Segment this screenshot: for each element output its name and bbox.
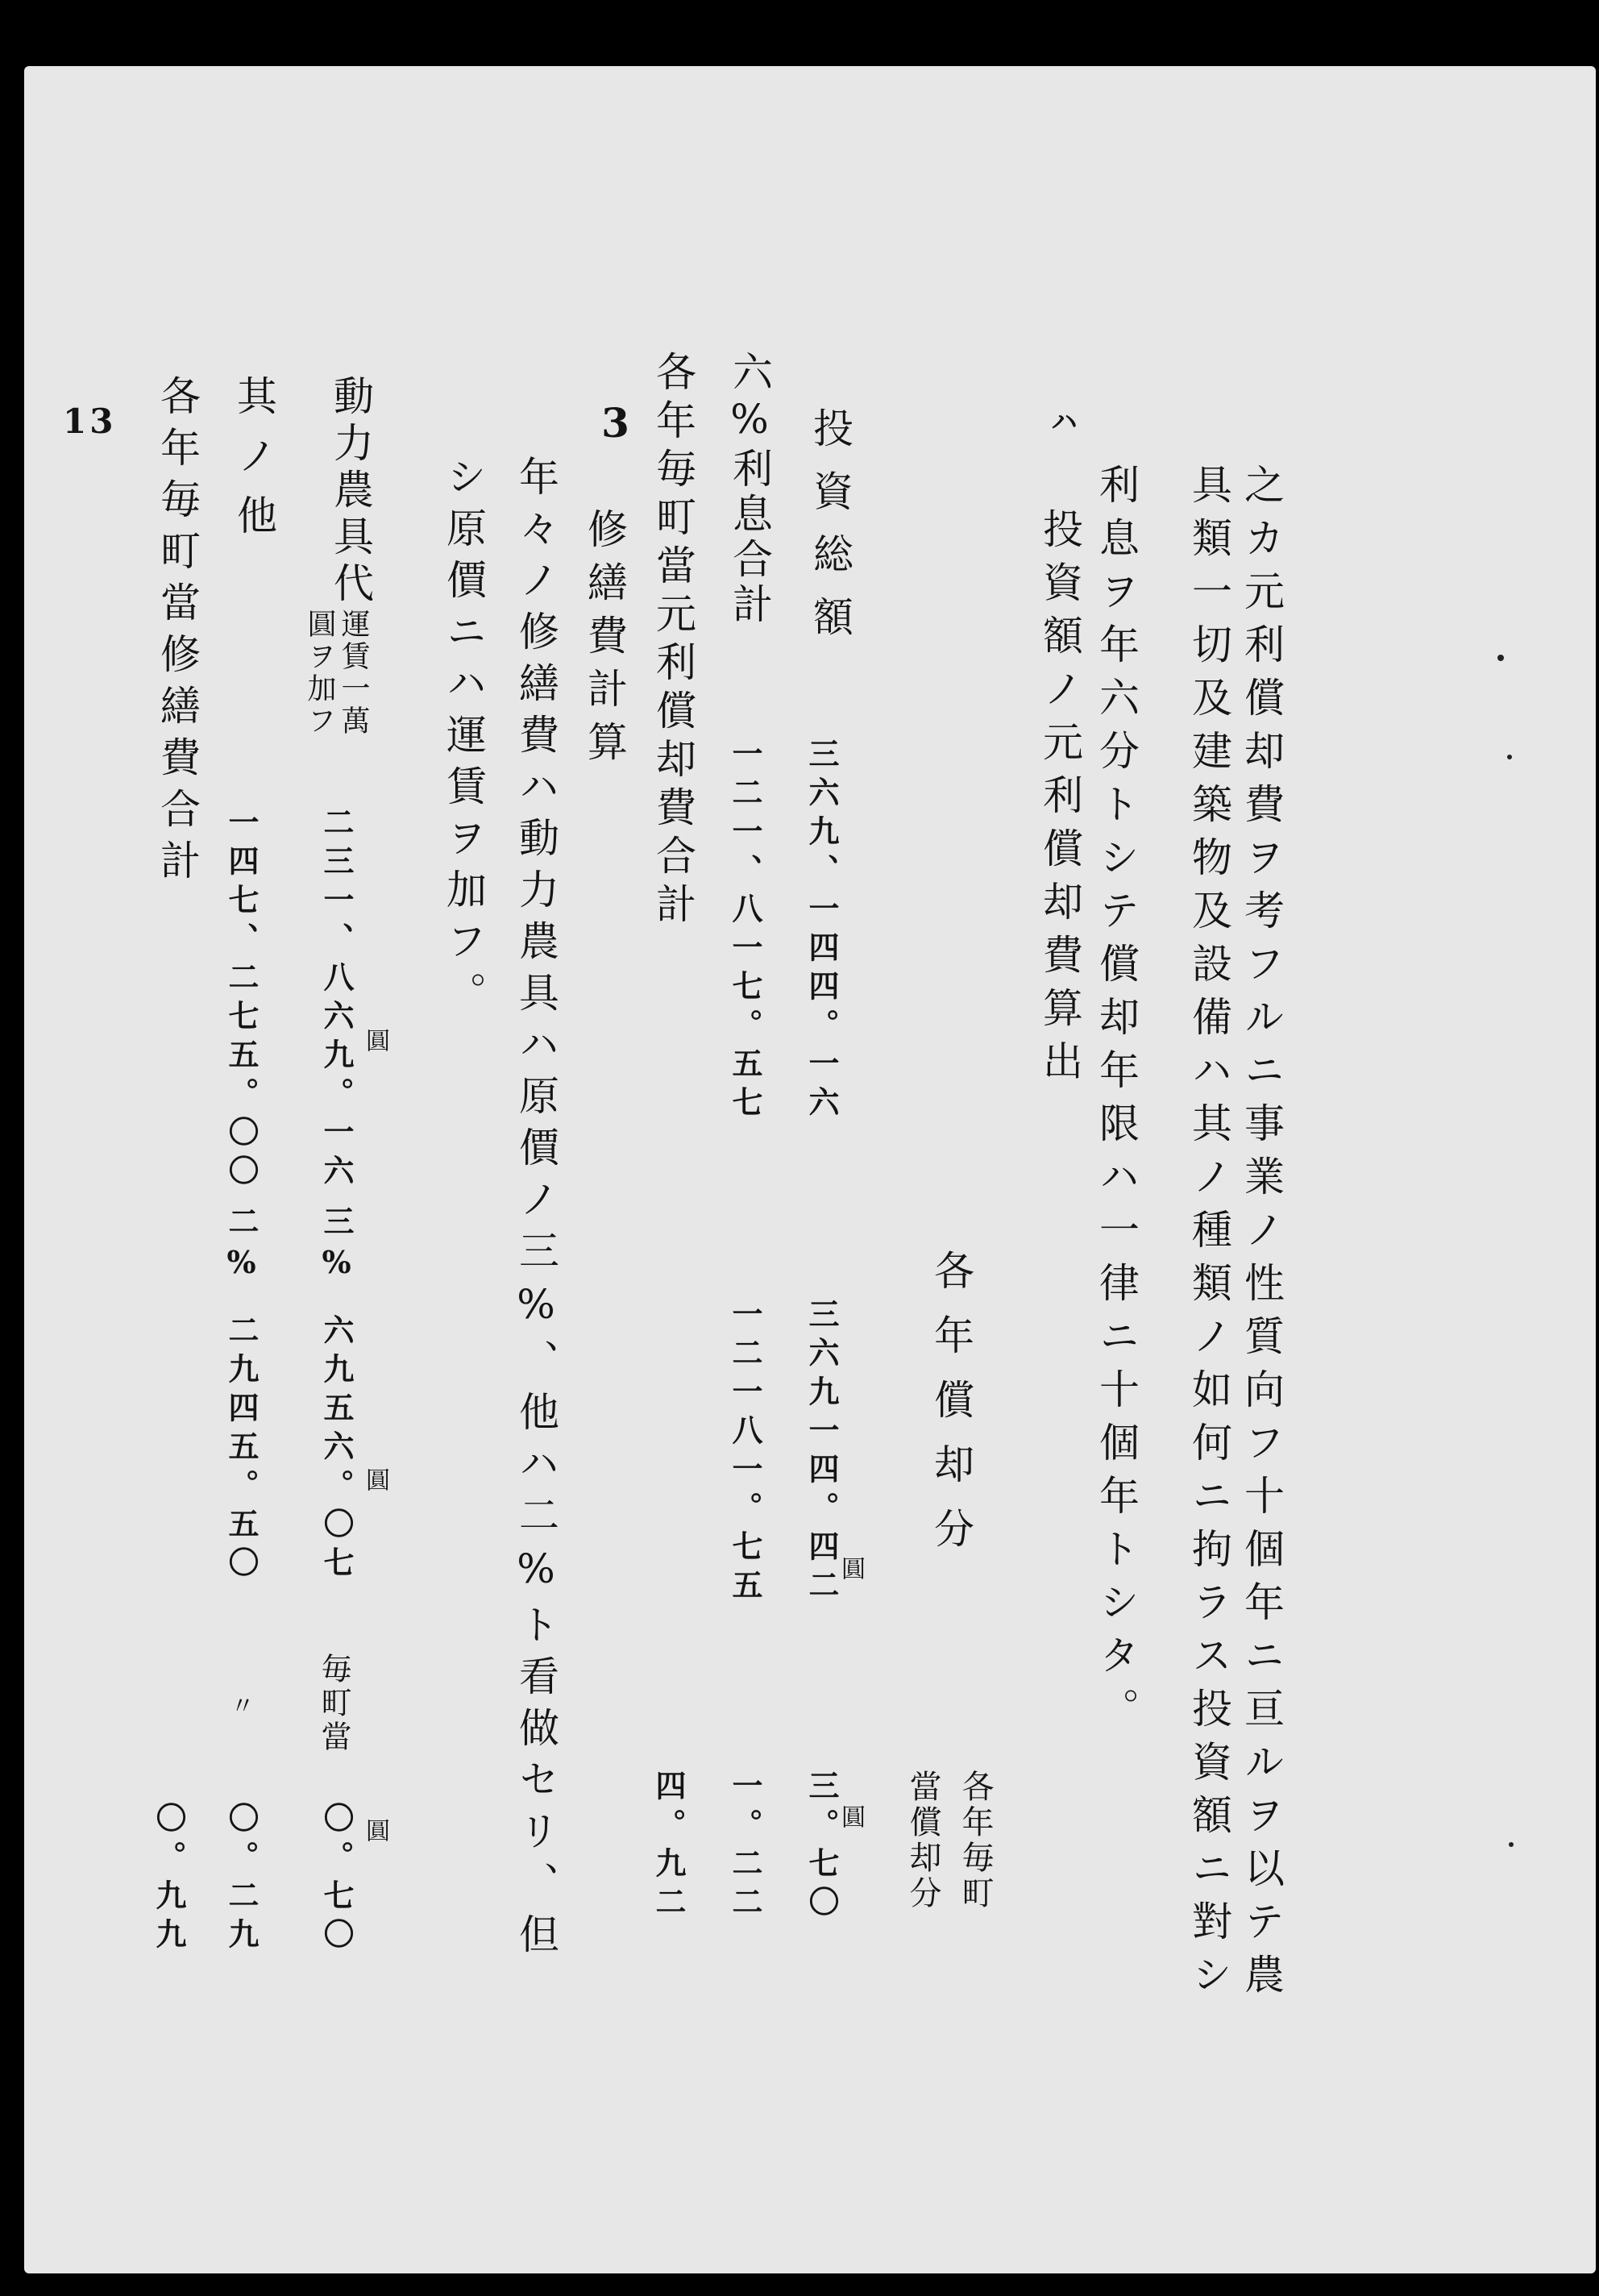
- note-freight-line-2: 圓ヲ加フ: [303, 609, 336, 738]
- value-machinery-annual: 六九五六。〇七: [318, 1314, 355, 1585]
- body-line-2: 具類一切及建築物及設備ハ其ノ種類ノ如何ニ拘ラス投資額ニ對シ: [1186, 464, 1232, 2007]
- header-per-tan-amortization-b: 當償却分: [904, 1770, 941, 1911]
- label-interest-total: 六%利息合計: [726, 351, 773, 628]
- header-annual-amortization: 各年償却分: [928, 1250, 974, 1572]
- unit-machinery-per-tan: 圓: [361, 1818, 389, 1845]
- value-interest-per-tan: 一。二二: [727, 1770, 763, 1924]
- value-others-per-tan: 〇。二九: [223, 1802, 260, 1957]
- speck: [1507, 755, 1512, 759]
- value-others-annual: 二九四五。五〇: [223, 1314, 260, 1585]
- unit-investment-annual: 圓: [837, 1556, 865, 1583]
- value-interest-annual: 一二一八一。七五: [727, 1298, 763, 1608]
- value-machinery-per-tan: 〇。七〇: [318, 1802, 355, 1957]
- value-machinery-cost: 二三一、八六九。一六: [318, 806, 355, 1193]
- repair-line-1: 年々ノ修繕費ハ動力農具ハ原價ノ三%、他ハ二%ト看做セリ、但: [513, 455, 559, 1965]
- repair-line-2: シ原價ニハ運賃ヲ加フ。: [440, 455, 487, 1023]
- body-line-1: 之カ元利償却費ヲ考フルニ事業ノ性質向フ十個年ニ亘ルヲ以テ農: [1238, 464, 1285, 2007]
- value-machinery-rate: 三%: [318, 1205, 355, 1288]
- label-per-tan-amortization-total: 各年毎町當元利償却費合計: [650, 351, 696, 931]
- ditto-mark: 〃: [226, 1693, 254, 1720]
- value-repair-total: 〇。九九: [151, 1802, 187, 1957]
- label-others: 其ノ他: [231, 375, 277, 554]
- label-repair-total: 各年毎町當修繕費合計: [154, 375, 201, 891]
- subsection-number: 3: [592, 399, 639, 460]
- unit-investment-per-tan: 圓: [837, 1804, 865, 1832]
- page-number: 13: [63, 401, 117, 441]
- label-investment-total: 投資総額: [807, 407, 853, 659]
- section-mark: ハ: [1045, 407, 1078, 447]
- label-power-machinery: 動力農具代: [327, 375, 374, 609]
- value-interest-total: 一二一、八一七。五七: [727, 738, 763, 1125]
- speck: [1497, 655, 1504, 661]
- value-per-tan-amortization-total: 四。九二: [650, 1770, 687, 1924]
- section-title: 投資額ノ元利償却費算出: [1036, 508, 1083, 1093]
- unit-machinery-annual: 圓: [361, 1467, 389, 1495]
- value-others-rate: 二%: [223, 1205, 260, 1288]
- unit-machinery-cost: 圓: [361, 1028, 389, 1055]
- header-per-tan-amortization-a: 各年毎町: [957, 1770, 994, 1911]
- body-line-3: 利息ヲ年六分トシテ償却年限ハ一律ニ十個年トシタ。: [1093, 464, 1140, 1741]
- label-machinery-per-tan: 毎町當: [316, 1653, 351, 1754]
- value-investment-annual: 三六九一四。四二: [804, 1298, 840, 1608]
- subsection-title: 修繕費計算: [581, 508, 628, 774]
- value-investment-per-tan: 三。七〇: [804, 1770, 840, 1924]
- speck: [1509, 1842, 1514, 1847]
- value-others-cost: 一四七、二七五。〇〇: [223, 806, 260, 1193]
- value-investment-total: 三六九、一四四。一六: [804, 738, 840, 1125]
- note-freight-line-1: 運賃一萬: [337, 609, 370, 738]
